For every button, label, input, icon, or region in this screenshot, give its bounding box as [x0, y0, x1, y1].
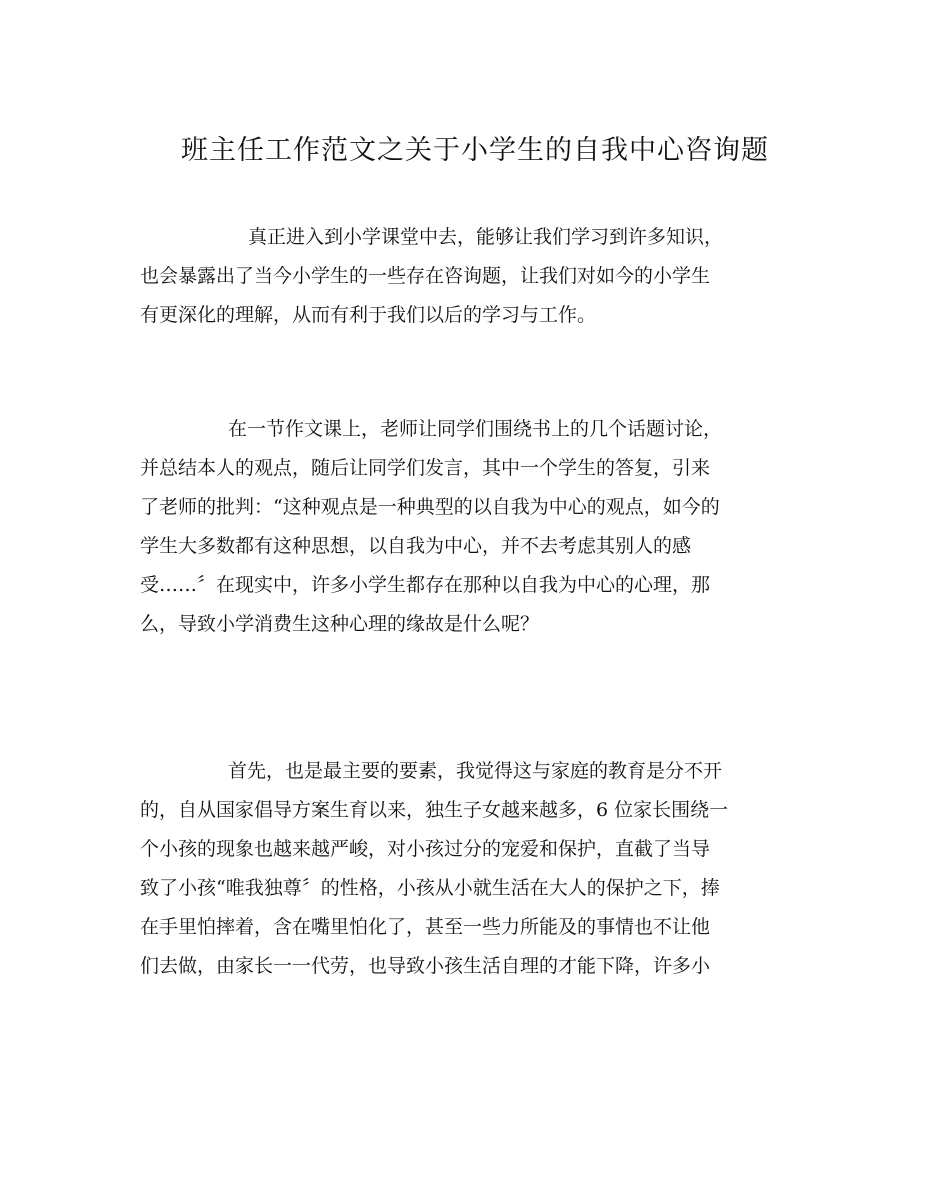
paragraph-line: 个小孩的现象也越来越严峻，对小孩过分的宠爱和保护，直截了当导 — [140, 838, 711, 860]
paragraph-line: 受……〞在现实中，许多小学生都存在那种以自我为中心的心理，那 — [140, 574, 711, 596]
paragraph-line: 致了小孩“唯我独尊〞的性格，小孩从小就生活在大人的保护之下，捧 — [140, 877, 720, 899]
paragraph-line: 在一节作文课上，老师让同学们围绕书上的几个话题讨论， — [228, 418, 723, 440]
paragraph-line: 也会暴露出了当今小学生的一些存在咨询题，让我们对如今的小学生 — [140, 265, 711, 287]
paragraph-line: 的，自从国家倡导方案生育以来，独生子女越来越多，6 位家长围绕一 — [140, 799, 729, 821]
paragraph-line: 有更深化的理解，从而有利于我们以后的学习与工作。 — [140, 304, 597, 326]
paragraph-1 — [140, 218, 810, 335]
paragraph-2 — [140, 410, 810, 644]
paragraph-line: 在手里怕摔着，含在嘴里怕化了，甚至一些力所能及的事情也不让他 — [140, 916, 711, 938]
paragraph-line: 学生大多数都有这种思想，以自我为中心，并不去考虑其别人的感 — [140, 535, 692, 557]
paragraph-line: 首先，也是最主要的要素，我觉得这与家庭的教育是分不开 — [228, 760, 723, 782]
document-title: 班主任工作范文之关于小学生的自我中心咨询题 — [181, 135, 769, 166]
paragraph-line: 了老师的批判：“这种观点是一种典型的以自我为中心的观点，如今的 — [140, 496, 720, 518]
paragraph-line: 并总结本人的观点，随后让同学们发言，其中一个学生的答复，引来 — [140, 457, 711, 479]
paragraph-line: 们去做，由家长一一代劳，也导致小孩生活自理的才能下降，许多小 — [140, 955, 711, 977]
paragraph-line: 真正进入到小学课堂中去，能够让我们学习到许多知识， — [248, 226, 724, 248]
paragraph-line: 么，导致小学消费生这种心理的缘故是什么呢？ — [140, 613, 540, 635]
paragraph-3 — [140, 752, 810, 986]
